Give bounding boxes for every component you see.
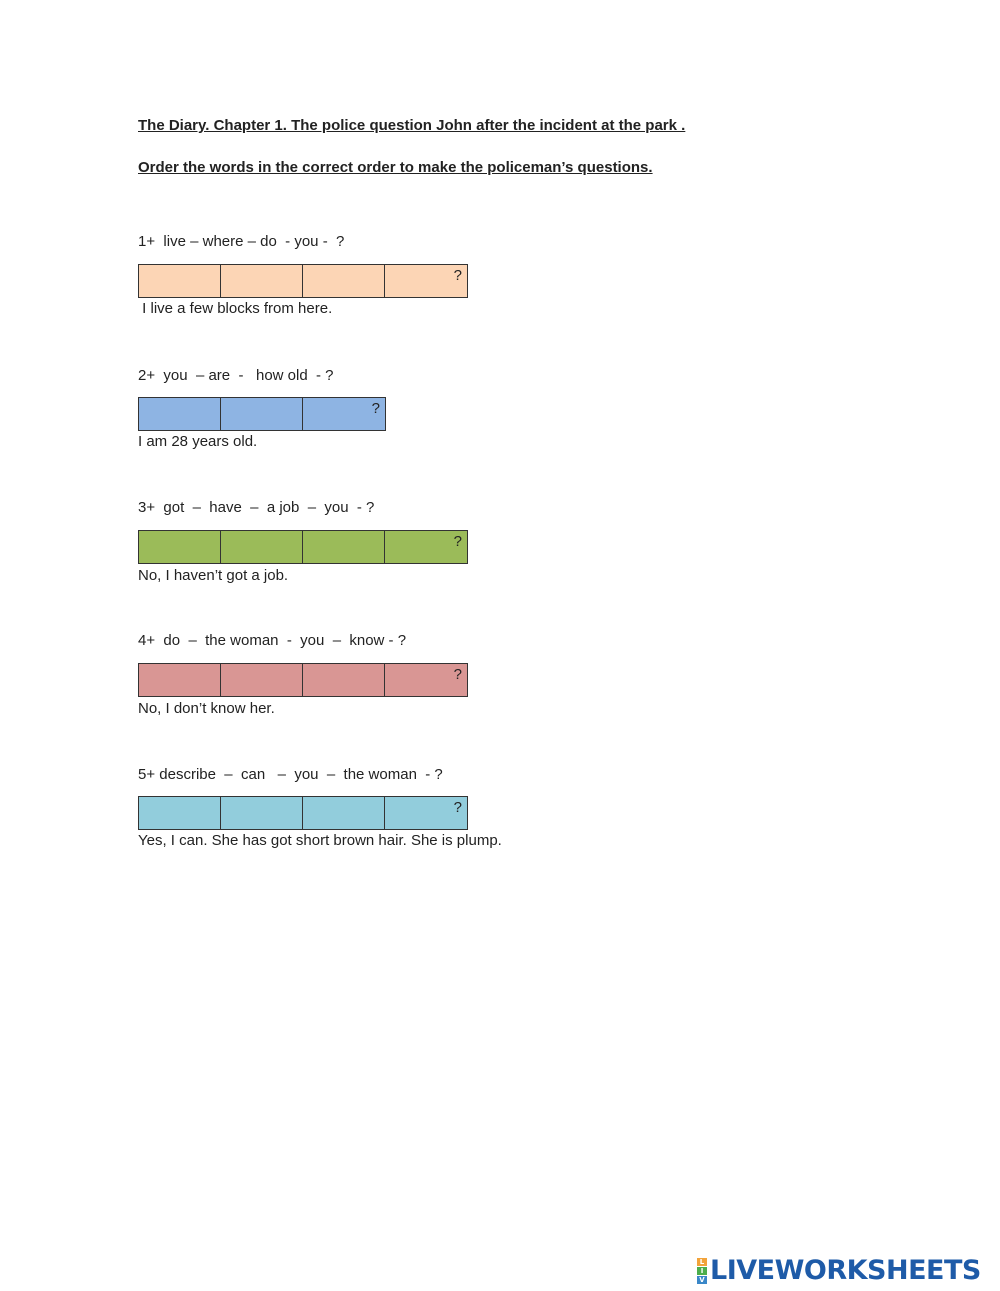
question-mark: ? bbox=[453, 533, 462, 550]
exercise-4-box-3[interactable] bbox=[303, 664, 385, 696]
exercise-2-box-1[interactable] bbox=[139, 398, 221, 430]
exercise-3-box-3[interactable] bbox=[303, 531, 385, 563]
exercise-1-answer-boxes bbox=[138, 264, 468, 298]
exercise-4-answer: No, I don’t know her. bbox=[138, 700, 275, 717]
logo-block-v: V bbox=[697, 1276, 707, 1284]
exercise-2-prompt: 2+ you – are - how old - ? bbox=[138, 367, 334, 384]
worksheet-title: The Diary. Chapter 1. The police question John after the incident at the park . bbox=[138, 117, 686, 134]
exercise-5-box-4[interactable] bbox=[385, 797, 467, 829]
question-mark: ? bbox=[371, 400, 380, 417]
exercise-4-box-4[interactable] bbox=[385, 664, 467, 696]
exercise-2-answer-boxes bbox=[138, 397, 386, 431]
exercise-4-box-2[interactable] bbox=[221, 664, 303, 696]
liveworksheets-logo bbox=[697, 1254, 981, 1288]
exercise-3-box-1[interactable] bbox=[139, 531, 221, 563]
exercise-2-answer: I am 28 years old. bbox=[138, 433, 258, 450]
exercise-4-prompt: 4+ do – the woman - you – know - ? bbox=[138, 632, 407, 649]
question-mark: ? bbox=[453, 267, 462, 284]
exercise-3-answer-boxes bbox=[138, 530, 468, 564]
exercise-3-answer: No, I haven’t got a job. bbox=[138, 567, 289, 584]
question-mark: ? bbox=[453, 799, 462, 816]
exercise-5-answer: Yes, I can. She has got short brown hair. She is plump. bbox=[138, 832, 502, 849]
logo-blocks-icon bbox=[697, 1258, 707, 1284]
logo-block-l: L bbox=[697, 1258, 707, 1266]
exercise-2-box-3[interactable] bbox=[303, 398, 385, 430]
exercise-1-prompt: 1+ live – where – do - you - ? bbox=[138, 233, 345, 250]
exercise-5-answer-boxes bbox=[138, 796, 468, 830]
exercise-4-box-1[interactable] bbox=[139, 664, 221, 696]
exercise-5-box-2[interactable] bbox=[221, 797, 303, 829]
exercise-3-box-2[interactable] bbox=[221, 531, 303, 563]
exercise-5-prompt: 5+ describe – can – you – the woman - ? bbox=[138, 766, 443, 783]
exercise-4-answer-boxes bbox=[138, 663, 468, 697]
question-mark: ? bbox=[453, 666, 462, 683]
logo-text: LIVEWORKSHEETS bbox=[710, 1255, 981, 1286]
exercise-1-box-1[interactable] bbox=[139, 265, 221, 297]
worksheet-instruction: Order the words in the correct order to make the policeman’s questions. bbox=[138, 159, 653, 176]
exercise-5-box-1[interactable] bbox=[139, 797, 221, 829]
exercise-5-box-3[interactable] bbox=[303, 797, 385, 829]
exercise-1-answer: I live a few blocks from here. bbox=[138, 300, 333, 317]
logo-block-i: I bbox=[697, 1267, 707, 1275]
exercise-3-box-4[interactable] bbox=[385, 531, 467, 563]
exercise-1-box-3[interactable] bbox=[303, 265, 385, 297]
exercise-1-box-4[interactable] bbox=[385, 265, 467, 297]
exercise-3-prompt: 3+ got – have – a job – you - ? bbox=[138, 499, 375, 516]
exercise-2-box-2[interactable] bbox=[221, 398, 303, 430]
exercise-1-box-2[interactable] bbox=[221, 265, 303, 297]
